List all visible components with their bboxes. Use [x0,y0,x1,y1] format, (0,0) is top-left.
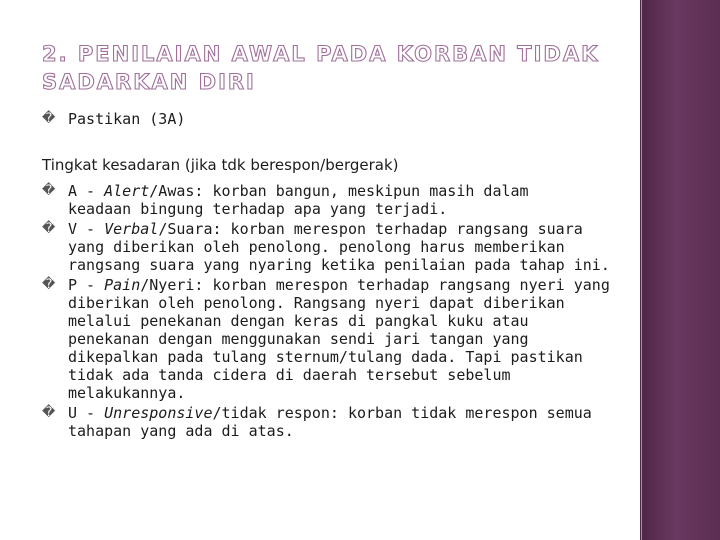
level-item-alert: � A - Alert/Awas: korban bangun, meskipun masih dalam keadaan bingung terhadap apa yang terjadi. [42,182,529,218]
level-item-unresponsive: � U - Unresponsive/tidak respon: korban tidak merespon semua tahapan yang ada di atas. [42,404,592,440]
bullet-icon: � [42,183,56,198]
slide-title: 2. PENILAIAN AWAL PADA KORBAN TIDAK SADARKAN DIRI [42,42,600,94]
bullet-icon: � [42,111,56,126]
level-term: Unresponsive [104,404,213,422]
level-letter: P [68,276,78,294]
level-meaning: /Nyeri: korban merespon terhadap rangsang nyeri yang diberikan oleh penolong. Rangsang nyeri dapat diberikan melalui penekanan dengan keras di pangkal kuku atau penekanan dengan menggunakan sendi jari tangan yang dikepalkan pada tulang sternum/tulang dada. Tapi pastikan tidak ada tanda cidera di daerah tersebut sebelum melakukannya. [68,276,610,402]
bullet-icon: � [42,405,56,420]
level-term: Alert [104,182,150,200]
level-term: Verbal [104,220,159,238]
consciousness-levels-list [42,182,642,442]
level-term: Pain [104,276,141,294]
level-letter: A [68,182,78,200]
bullet-icon: � [42,277,56,292]
bullet-icon: � [42,221,56,236]
level-meaning: /tidak respon: korban tidak merespon semua tahapan yang ada di atas. [68,404,592,440]
intro-item [42,110,185,128]
intro-item-text: Pastikan (3A) [68,110,186,128]
level-letter: U [68,404,78,422]
level-letter: V [68,220,78,238]
section-heading: Tingkat kesadaran (jika tdk berespon/bergerak) [42,156,399,174]
level-meaning: /Suara: korban merespon terhadap rangsang suara yang diberikan oleh penolong. penolong harus memberikan rangsang suara yang nyaring ketika penilaian pada tahap ini. [68,220,610,274]
level-item-pain: � P - Pain/Nyeri: korban merespon terhadap rangsang nyeri yang diberikan oleh penolong. Rangsang nyeri dapat diberikan melalui penekanan dengan keras di pangkal kuku atau penekanan dengan menggunakan sendi jari tangan yang dikepalkan pada tulang sternum/tulang dada. Tapi pastikan tidak ada tanda cidera di daerah tersebut sebelum melakukannya. [42,276,610,402]
level-meaning: /Awas: korban bangun, meskipun masih dalam keadaan bingung terhadap apa yang terjadi. [68,182,529,218]
level-item-verbal: � V - Verbal/Suara: korban merespon terhadap rangsang suara yang diberikan oleh penolong. penolong harus memberikan rangsang suara yang nyaring ketika penilaian pada tahap ini. [42,220,610,274]
sidebar-decoration [640,0,720,540]
